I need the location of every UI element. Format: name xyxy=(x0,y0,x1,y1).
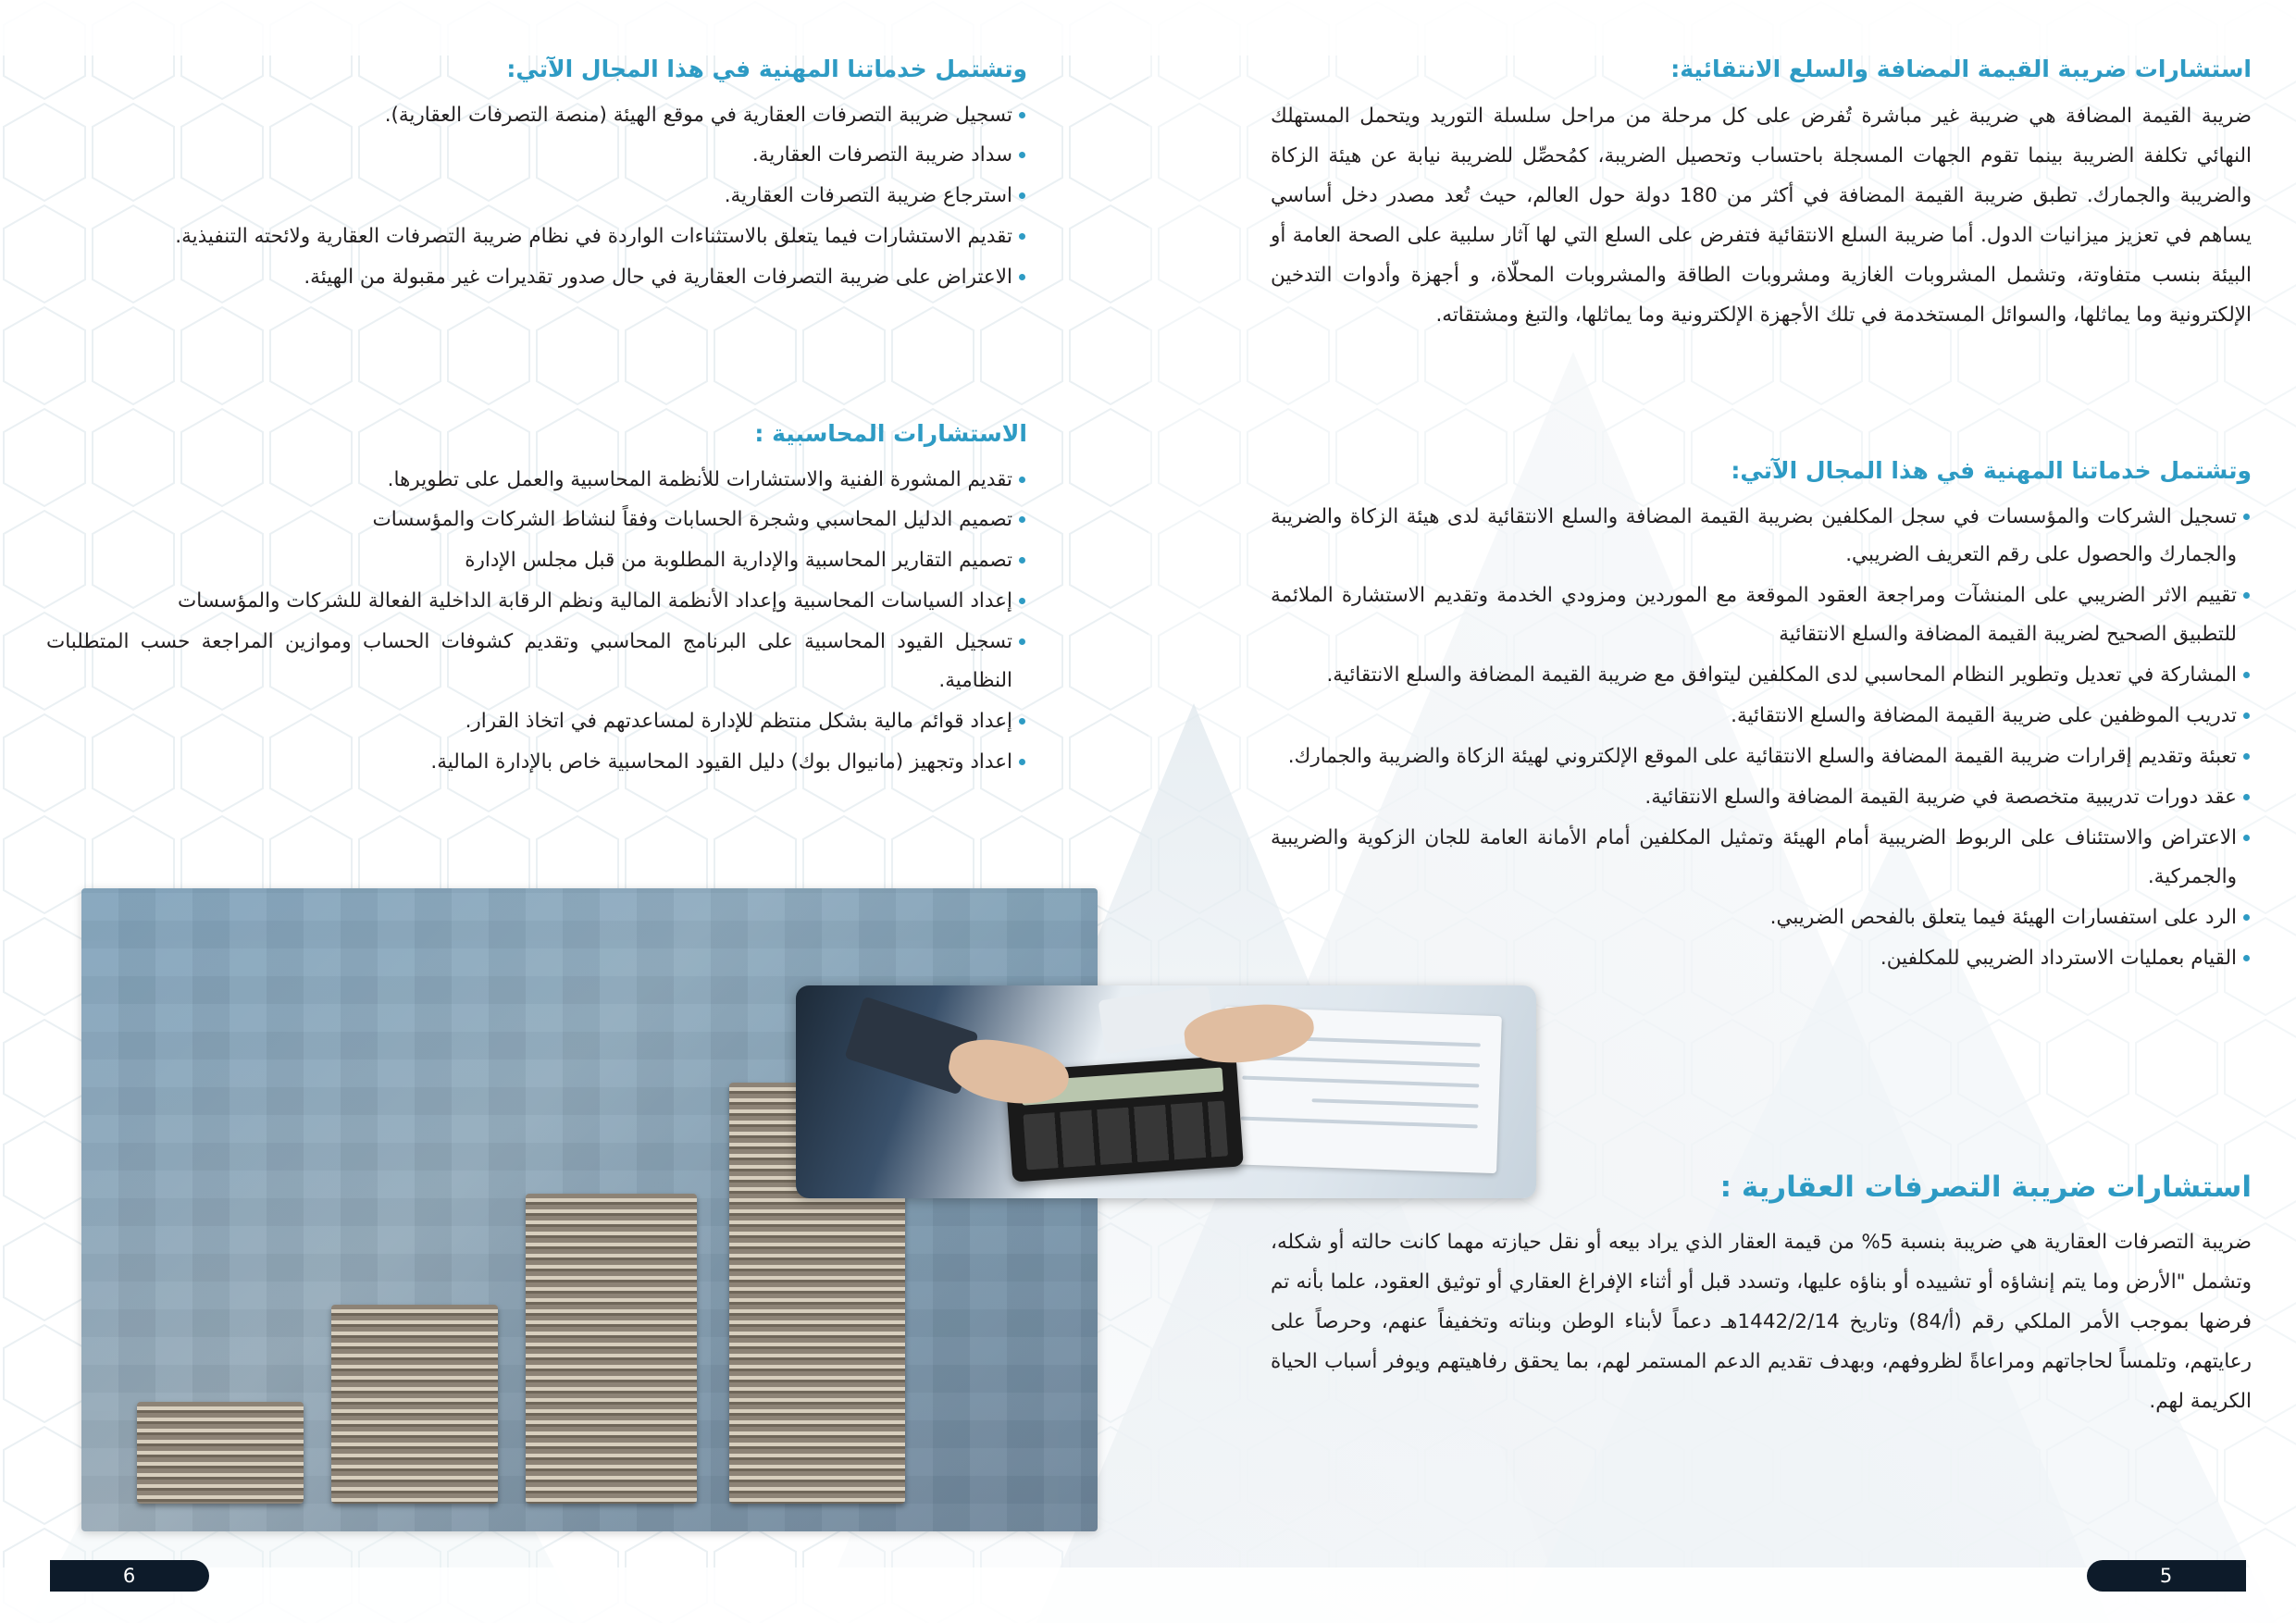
vat-services-list xyxy=(1271,498,2252,978)
real-estate-tax-heading: استشارات ضريبة التصرفات العقارية : xyxy=(1719,1171,2252,1204)
vat-services-section xyxy=(1271,453,2252,980)
hands-calculator-photo xyxy=(796,985,1536,1198)
real-estate-tax-section xyxy=(1271,1166,2252,1429)
coin-stack-2 xyxy=(331,1305,498,1504)
coin-stack-1 xyxy=(137,1402,304,1504)
list-item: تسجيل القيود المحاسبية على البرنامج المحاسبي وتقديم كشوفات الحساب وموازين المراجعة حسب المتطلبات النظامية. xyxy=(46,623,1027,700)
real-estate-services-list xyxy=(46,96,1027,298)
list-item: تعبئة وتقديم إقرارات ضريبة القيمة المضافة والسلع الانتقائية على الموقع الإلكتروني لهيئة الزكاة والضريبة والجمارك. xyxy=(1271,737,2252,776)
list-item: سداد ضريبة التصرفات العقارية. xyxy=(46,136,1027,175)
list-item: تصميم التقارير المحاسبية والإدارية المطلوبة من قبل مجلس الإدارة xyxy=(46,541,1027,580)
list-item: الرد على استفسارات الهيئة فيما يتعلق بالفحص الضريبي. xyxy=(1271,898,2252,937)
list-item: اعداد وتجهيز (مانيوال بوك) دليل القيود المحاسبية خاص بالإدارة المالية. xyxy=(46,743,1027,782)
real-estate-services-heading: وتشتمل خدماتنا المهنية في هذا المجال الآتي: xyxy=(506,56,1027,82)
list-item: عقد دورات تدريبية متخصصة في ضريبة القيمة المضافة والسلع الانتقائية. xyxy=(1271,778,2252,817)
page-number-left xyxy=(50,1560,209,1592)
page-number-left-label: 6 xyxy=(122,1565,137,1587)
list-item: تقديم المشورة الفنية والاستشارات للأنظمة المحاسبية والعمل على تطويرها. xyxy=(46,461,1027,500)
accounting-services-list xyxy=(46,461,1027,782)
right-page xyxy=(1148,0,2296,1623)
accounting-services-section xyxy=(46,416,1027,784)
list-item: الاعتراض والاستئناف على الربوط الضريبية أمام الهيئة وتمثيل المكلفين أمام الأمانة العامة للجان الزكوية والضريبية والجمركية. xyxy=(1271,819,2252,897)
vat-services-heading: وتشتمل خدماتنا المهنية في هذا المجال الآتي: xyxy=(1731,457,2252,484)
list-item: إعداد قوائم مالية بشكل منتظم للإدارة لمساعدتهم في اتخاذ القرار. xyxy=(46,702,1027,741)
list-item: تقييم الاثر الضريبي على المنشآت ومراجعة العقود الموقعة مع الموردين ومزودي الخدمة وتقديم الاستشارة الملائمة للتطبيق الصحيح لضريبة القيمة المضافة والسلع الانتقائية xyxy=(1271,576,2252,654)
list-item: تدريب الموظفين على ضريبة القيمة المضافة والسلع الانتقائية. xyxy=(1271,697,2252,736)
list-item: استرجاع ضريبة التصرفات العقارية. xyxy=(46,177,1027,216)
list-item: تقديم الاستشارات فيما يتعلق بالاستثناءات الواردة في نظام ضريبة التصرفات العقارية ولائحته التنفيذية. xyxy=(46,217,1027,256)
real-estate-services-section xyxy=(46,52,1027,299)
list-item: الاعتراض على ضريبة التصرفات العقارية في حال صدور تقديرات غير مقبولة من الهيئة. xyxy=(46,258,1027,297)
coin-stack-3 xyxy=(526,1194,697,1504)
vat-heading: استشارات ضريبة القيمة المضافة والسلع الانتقائية: xyxy=(1670,56,2252,82)
page-number-right xyxy=(2087,1560,2246,1592)
list-item: تسجيل الشركات والمؤسسات في سجل المكلفين بضريبة القيمة المضافة والسلع الانتقائية لدى هيئة الزكاة والضريبة والجمارك والحصول على رقم التعريف الضريبي. xyxy=(1271,498,2252,576)
list-item: تصميم الدليل المحاسبي وشجرة الحسابات وفقاً لنشاط الشركات والمؤسسات xyxy=(46,501,1027,539)
page-number-right-label: 5 xyxy=(2159,1565,2174,1587)
real-estate-tax-paragraph: ضريبة التصرفات العقارية هي ضريبة بنسبة 5% من قيمة العقار الذي يراد بيعه أو نقل حيازته مهما كانت حالته أو شكله، وتشمل "الأرض وما يتم إنشاؤه أو تشييده أو بناؤه عليها، وتسدد قبل أو أثناء الإفراغ العقاري أو توثيق العقود، علما بأنه تم فرضها بموجب الأمر الملكي رقم (أ/84) وتاريخ 1442/2/14هـ دعماً لأبناء الوطن وبناته وتخفيفاً عنهم، وحرصاً على رعايتهم، وتلمساً لحاجاتهم ومراعاةً لظروفهم، وبهدف تقديم الدعم المستمر لهم، بما يحقق رفاهيتهم ويوفر أسباب الحياة الكريمة لهم. xyxy=(1271,1230,2253,1413)
list-item: القيام بعمليات الاسترداد الضريبي للمكلفين. xyxy=(1271,939,2252,978)
accounting-services-heading: الاستشارات المحاسبية : xyxy=(754,420,1027,447)
vat-section xyxy=(1271,52,2252,342)
list-item: المشاركة في تعديل وتطوير النظام المحاسبي لدى المكلفين ليتوافق مع ضريبة القيمة المضافة والسلع الانتقائية. xyxy=(1271,656,2252,695)
vat-paragraph: ضريبة القيمة المضافة هي ضريبة غير مباشرة تُفرض على كل مرحلة من مراحل سلسلة التوريد ويتحمل المستهلك النهائي تكلفة الضريبة بينما تقوم الجهات المسجلة باحتساب وتحصيل الضريبة، كمُحصِّل للضريبة نيابة عن هيئة الزكاة والضريبة والجمارك. تطبق ضريبة القيمة المضافة في أكثر من 180 دولة حول العالم، حيث تُعد مصدر دخل أساسي يساهم في تعزيز ميزانيات الدول. أما ضريبة السلع الانتقائية فتفرض على السلع التي لها آثار سلبية على الصحة العامة أو البيئة بنسب متفاوتة، وتشمل المشروبات الغازية ومشروبات الطاقة والمشروبات المحلّاة، و أجهزة وأدوات التدخين الإلكترونية وما يماثلها، والسوائل المستخدمة في تلك الأجهزة الإلكترونية وما يماثلها، والتبغ ومشتقاته. xyxy=(1271,104,2252,327)
list-item: تسجيل ضريبة التصرفات العقارية في موقع الهيئة (منصة التصرفات العقارية). xyxy=(46,96,1027,135)
list-item: إعداد السياسات المحاسبية وإعداد الأنظمة المالية ونظم الرقابة الداخلية الفعالة للشركات والمؤسسات xyxy=(46,582,1027,621)
